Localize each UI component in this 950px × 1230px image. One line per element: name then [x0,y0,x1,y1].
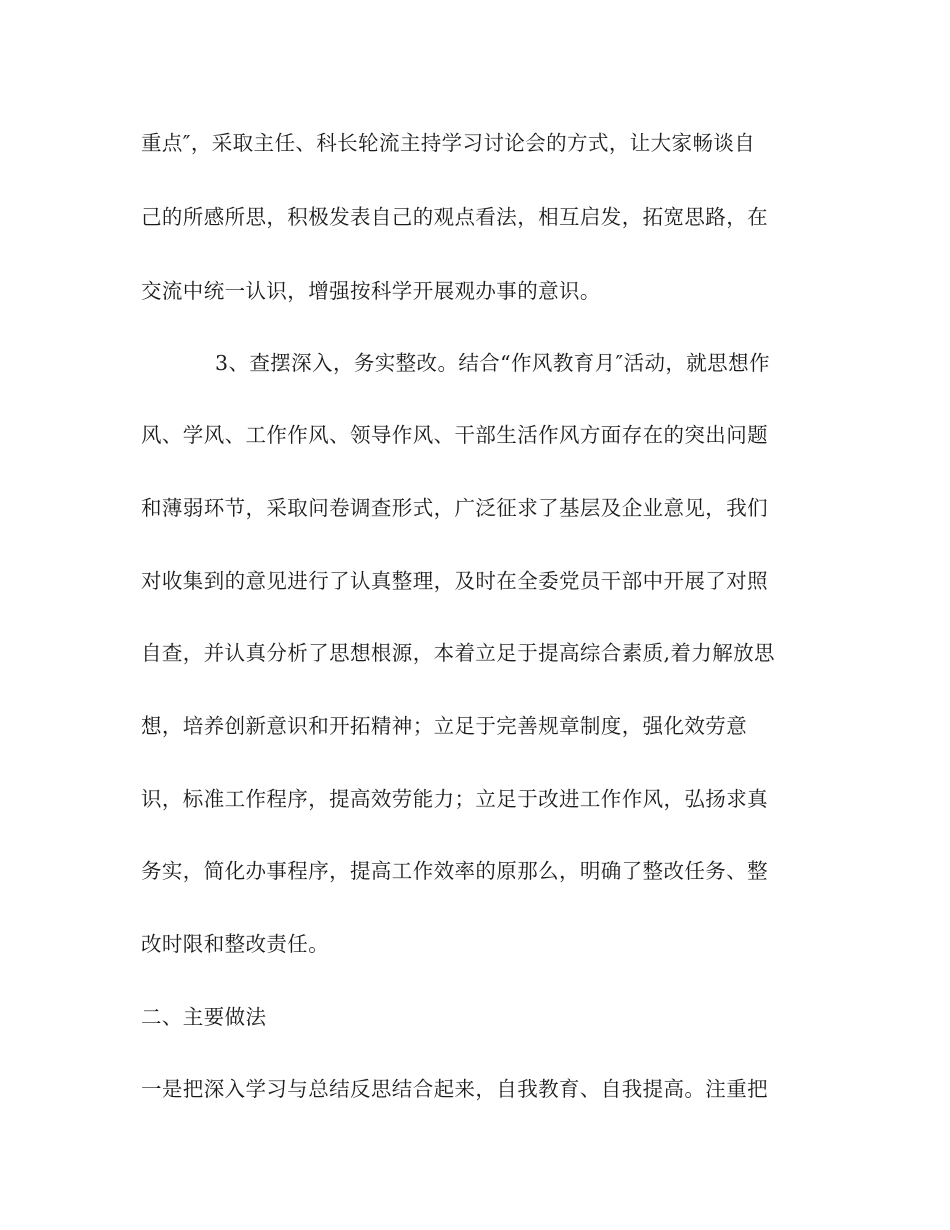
paragraph-line-6: 和薄弱环节，采取问卷调查形式，广泛征求了基层及企业意见，我们 [141,496,768,520]
paragraph-line-3: 交流中统一认识，增强按科学开展观办事的意识。 [141,279,601,303]
paragraph-line-8: 自查，并认真分析了思想根源，本着立足于提高综合素质,着力解放思 [141,641,775,665]
paragraph-line-5: 风、学风、工作作风、领导作风、干部生活作风方面存在的突出问题 [141,423,768,447]
paragraph-line-4: 3、查摆深入，务实整改。结合“作风教育月″活动，就思想作 [215,351,770,375]
paragraph-line-12: 改时限和整改责任。 [141,932,330,956]
paragraph-line-11: 务实，简化办事程序，提高工作效率的原那么，明确了整改任务、整 [141,859,768,883]
paragraph-line-10: 识，标准工作程序，提高效劳能力；立足于改进工作作风，弘扬求真 [141,787,768,811]
section-heading: 二、主要做法 [141,1005,267,1029]
paragraph-line-1: 重点″，采取主任、科长轮流主持学习讨论会的方式，让大家畅谈自 [141,131,756,155]
paragraph-line-9: 想，培养创新意识和开拓精神；立足于完善规章制度，强化效劳意 [141,714,748,738]
paragraph-line-14: 一是把深入学习与总结反思结合起来，自我教育、自我提高。注重把 [141,1077,768,1101]
paragraph-line-2: 己的所感所思，积极发表自己的观点看法，相互启发，拓宽思路，在 [141,205,768,229]
paragraph-line-7: 对收集到的意见进行了认真整理，及时在全委党员干部中开展了对照 [141,569,768,593]
